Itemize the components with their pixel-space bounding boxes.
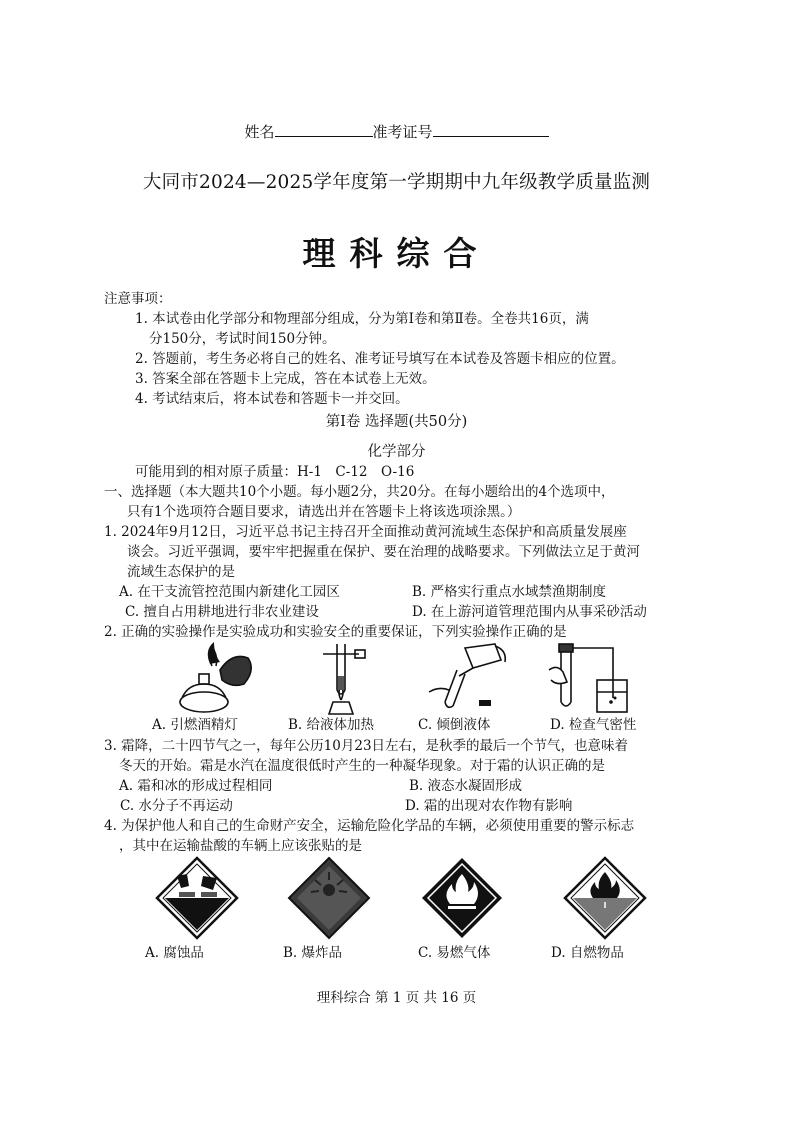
explosive-sign-icon	[287, 856, 371, 940]
question-2-stem: 2. 正确的实验操作是实验成功和实验安全的重要保证，下列实验操作正确的是	[104, 624, 567, 640]
note-item: 4. 考试结束后，将本试卷和答题卡一并交回。	[135, 391, 409, 407]
question-3-stem: 3. 霜降，二十四节气之一，每年公历10月23日左右，是秋季的最后一个节气，也意味着	[104, 738, 629, 754]
heating-liquid-figure	[315, 640, 375, 716]
question-1-stem: 1. 2024年9月12日，习近平总书记主持召开全面推动黄河流域生态保护和高质量发展座	[104, 524, 627, 540]
question-1-option-b[interactable]: B. 严格实行重点水域禁渔期制度	[412, 584, 607, 600]
air-tightness-check-figure	[547, 640, 637, 716]
question-4-stem: 4. 为保护他人和自己的生命财产安全，运输危险化学品的车辆，必须使用重要的警示标志	[104, 818, 635, 834]
note-item: 2. 答题前，考生务必将自己的姓名、准考证号填写在本试卷及答题卡相应的位置。	[135, 351, 625, 367]
alcohol-lamp-ignition-figure	[170, 640, 260, 716]
note-item: 3. 答案全部在答题卡上完成，答在本试卷上无效。	[135, 371, 436, 387]
question-3-stem: 冬天的开始。霜是水汽在温度很低时产生的一种凝华现象。对于霜的认识正确的是	[119, 758, 605, 774]
candidate-info-line	[0, 121, 793, 142]
exam-id-blank[interactable]	[433, 122, 549, 137]
page-footer: 理科综合 第 1 页 共 16 页	[316, 990, 477, 1006]
question-1-option-d[interactable]: D. 在上游河道管理范围内从事采砂活动	[412, 604, 647, 620]
question-4-option-c[interactable]: C. 易燃气体	[418, 945, 491, 961]
flammable-gas-sign-icon	[420, 856, 504, 940]
question-2-option-c[interactable]: C. 倾倒液体	[418, 717, 491, 733]
notes-heading: 注意事项：	[104, 291, 172, 307]
question-4-option-d[interactable]: D. 自燃物品	[551, 945, 624, 961]
question-3-option-c[interactable]: C. 水分子不再运动	[120, 798, 233, 814]
question-1-option-c[interactable]: C. 擅自占用耕地进行非农业建设	[125, 604, 319, 620]
spontaneous-combustion-sign-icon	[563, 856, 647, 940]
question-3-option-b[interactable]: B. 液态水凝固形成	[409, 778, 523, 794]
chem-part-title: 化学部分	[367, 444, 426, 460]
question-1-stem: 谈会。习近平强调，要牢牢把握重在保护、要在治理的战略要求。下列做法立足于黄河	[127, 544, 640, 560]
question-3-option-a[interactable]: A. 霜和冰的形成过程相同	[119, 778, 273, 794]
subject-title: 理科综合	[302, 234, 491, 273]
question-4-option-b[interactable]: B. 爆炸品	[283, 945, 343, 961]
pouring-liquid-figure	[425, 640, 510, 716]
name-blank[interactable]	[275, 122, 373, 137]
question-1-stem: 流域生态保护的是	[127, 564, 235, 580]
question-2-option-d[interactable]: D. 检查气密性	[550, 717, 637, 733]
atomic-mass-line: 可能用到的相对原子质量：H-1 C-12 O-16	[135, 464, 415, 480]
question-1-option-a[interactable]: A. 在干支流管控范围内新建化工园区	[119, 584, 340, 600]
exam-id-label: 准考证号	[372, 123, 433, 141]
question-2-option-b[interactable]: B. 给液体加热	[288, 717, 375, 733]
section-title: 第Ⅰ卷 选择题(共50分)	[325, 414, 468, 430]
question-2-option-a[interactable]: A. 引燃酒精灯	[152, 717, 238, 733]
exam-title: 大同市2024—2025学年度第一学期期中九年级教学质量监测	[142, 172, 651, 193]
note-item: 1. 本试卷由化学部分和物理部分组成，分为第Ⅰ卷和第Ⅱ卷。全卷共16页，满	[135, 311, 589, 327]
question-3-option-d[interactable]: D. 霜的出现对农作物有影响	[405, 798, 573, 814]
question-4-option-a[interactable]: A. 腐蚀品	[145, 945, 204, 961]
name-label: 姓名	[244, 123, 275, 141]
question-4-stem: ，其中在运输盐酸的车辆上应该张贴的是	[119, 838, 362, 854]
note-item: 分150分，考试时间150分钟。	[149, 331, 336, 347]
corrosive-sign-icon	[155, 856, 239, 940]
instruction-line: 一、选择题（本大题共10个小题。每小题2分，共20分。在每小题给出的4个选项中，	[104, 484, 615, 500]
instruction-line: 只有1个选项符合题目要求，请选出并在答题卡上将该选项涂黑。）	[127, 504, 521, 520]
